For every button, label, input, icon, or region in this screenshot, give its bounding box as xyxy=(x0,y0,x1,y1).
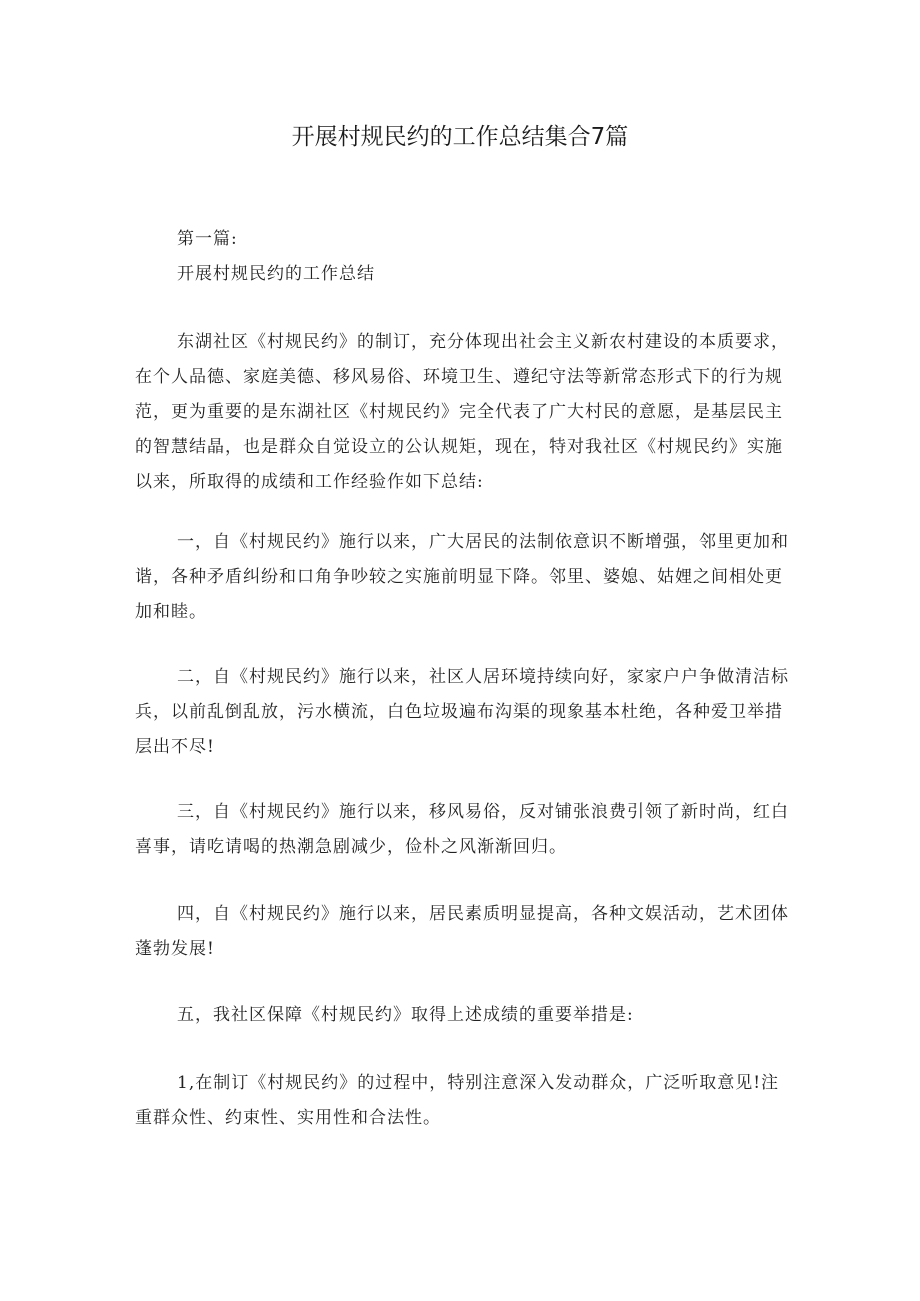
paragraph-point-5: 五，我社区保障《村规民约》取得上述成绩的重要举措是: xyxy=(177,1005,634,1025)
document-title: 开展村规民约的工作总结集合7篇 xyxy=(291,124,629,150)
paragraph-point-1: 一，自《村规民约》施行以来，广大居民的法制依意识不断增强，邻里更加和谐，各种矛盾纠纷和口角争吵较之实施前明显下降。邻里、婆媳、姑娌之间相处更加和睦。 xyxy=(135,532,789,622)
paragraph-point-3: 三，自《村规民约》施行以来，移风易俗，反对铺张浪费引领了新时尚，红白喜事，请吃请喝的热潮急剧减少，俭朴之风渐渐回归。 xyxy=(135,802,789,857)
section-label: 第一篇: xyxy=(177,229,238,249)
paragraph-measure-1: 1,在制订《村规民约》的过程中，特别注意深入发动群众，广泛听取意见!注重群众性、约束性、实用性和合法性。 xyxy=(135,1073,780,1128)
paragraph-point-2: 二，自《村规民约》施行以来，社区人居环境持续向好，家家户户争做清洁标兵，以前乱倒乱放，污水横流，白色垃圾遍布沟渠的现象基本杜绝，各种爱卫举措层出不尽! xyxy=(135,667,789,757)
paragraph-point-4: 四，自《村规民约》施行以来，居民素质明显提高，各种文娱活动，艺术团体蓬勃发展! xyxy=(135,904,789,959)
paragraph-intro: 东湖社区《村规民约》的制订，充分体现出社会主义新农村建设的本质要求，在个人品德、家庭美德、移风易俗、环境卫生、遵纪守法等新常态形式下的行为规范，更为重要的是东湖社区《村规民约》完全代表了广大村民的意愿，是基层民主的智慧结晶，也是群众自觉设立的公认规矩，现在，特对我社区《村规民约》实施以来，所取得的成绩和工作经验作如下总结: xyxy=(135,332,789,492)
section-subtitle: 开展村规民约的工作总结 xyxy=(177,264,375,284)
